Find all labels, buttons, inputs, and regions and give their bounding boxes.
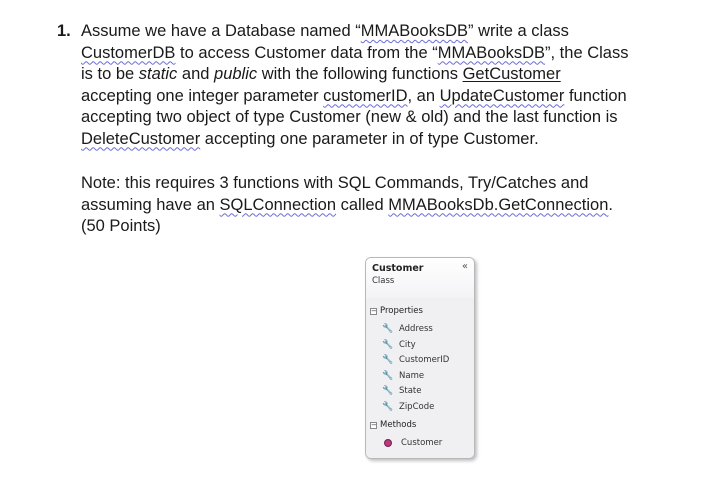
public-keyword: public	[214, 65, 258, 83]
text-line	[81, 64, 701, 86]
class-kind: Class	[372, 276, 395, 286]
class-body	[366, 298, 474, 458]
text: .	[608, 195, 613, 214]
property-item[interactable]	[382, 340, 416, 350]
text: ”, the Class	[545, 43, 629, 62]
property-name: CustomerID	[399, 355, 450, 365]
text: called	[336, 195, 389, 214]
property-name: Name	[399, 371, 425, 381]
text: , an	[407, 86, 440, 105]
delete-customer-fn: DeleteCustomer	[81, 129, 201, 148]
text-line	[81, 195, 701, 217]
text: to access Customer data from the “	[175, 43, 438, 62]
text-line	[81, 43, 701, 65]
customer-id-param: customerID	[323, 86, 408, 105]
db-name: MMABooksDB	[360, 22, 469, 40]
method-item[interactable]	[382, 438, 442, 448]
question-paragraph	[81, 21, 701, 150]
text-line	[81, 129, 701, 151]
wrench-icon: 🔧	[382, 324, 394, 334]
get-connection: MMABooksDb.GetConnection	[388, 195, 609, 214]
methods-section[interactable]	[370, 420, 416, 430]
text-line: accepting two object of type Customer (new & old) and the last function is	[81, 108, 618, 126]
wrench-icon: 🔧	[382, 371, 394, 381]
property-name: State	[399, 386, 422, 396]
text-line	[81, 86, 701, 108]
static-keyword: static	[138, 65, 178, 83]
text: and	[177, 65, 215, 83]
properties-label: Properties	[380, 306, 423, 316]
text: Assume we have a Database named “	[81, 22, 361, 40]
property-item[interactable]	[382, 386, 422, 396]
text-line: Note: this requires 3 functions with SQL Commands, Try/Catches and	[81, 174, 589, 192]
text: accepting one integer parameter	[81, 86, 324, 105]
properties-section[interactable]	[370, 306, 423, 316]
property-item[interactable]	[382, 402, 434, 412]
text-line	[81, 21, 701, 43]
property-item[interactable]	[382, 324, 433, 334]
collapse-toggle-icon[interactable]: −	[371, 420, 377, 429]
wrench-icon: 🔧	[382, 340, 394, 350]
text: ” write a class	[468, 22, 569, 40]
property-item[interactable]	[382, 355, 449, 365]
class-header	[366, 258, 474, 298]
wrench-icon: 🔧	[382, 355, 394, 365]
customer-class-diagram	[365, 257, 475, 459]
property-item[interactable]	[382, 371, 424, 381]
class-name: CustomerDB	[81, 43, 176, 62]
text: with the following functions	[257, 65, 463, 83]
collapse-toggle-icon[interactable]: −	[371, 306, 377, 315]
update-customer-fn: UpdateCustomer	[439, 86, 565, 105]
text: assuming have an	[81, 195, 220, 214]
class-name: Customer	[372, 263, 424, 274]
wrench-icon: 🔧	[382, 402, 394, 412]
text: accepting one parameter in of type Customer.	[200, 129, 539, 148]
collapse-icon[interactable]: «	[461, 261, 468, 272]
text: function	[564, 86, 627, 105]
sql-connection: SQLConnection	[219, 195, 337, 214]
text: is to be	[81, 65, 139, 83]
property-name: Address	[399, 324, 433, 334]
note-paragraph	[81, 173, 701, 238]
method-icon	[384, 439, 392, 447]
method-name: Customer	[401, 438, 443, 448]
methods-label: Methods	[380, 420, 417, 430]
db-name: MMABooksDB	[437, 43, 546, 62]
points-line: (50 Points)	[81, 217, 161, 235]
property-name: City	[399, 340, 416, 350]
wrench-icon: 🔧	[382, 386, 394, 396]
question-number: 1.	[57, 22, 71, 40]
property-name: ZipCode	[399, 402, 435, 412]
get-customer-fn: GetCustomer	[462, 65, 561, 83]
